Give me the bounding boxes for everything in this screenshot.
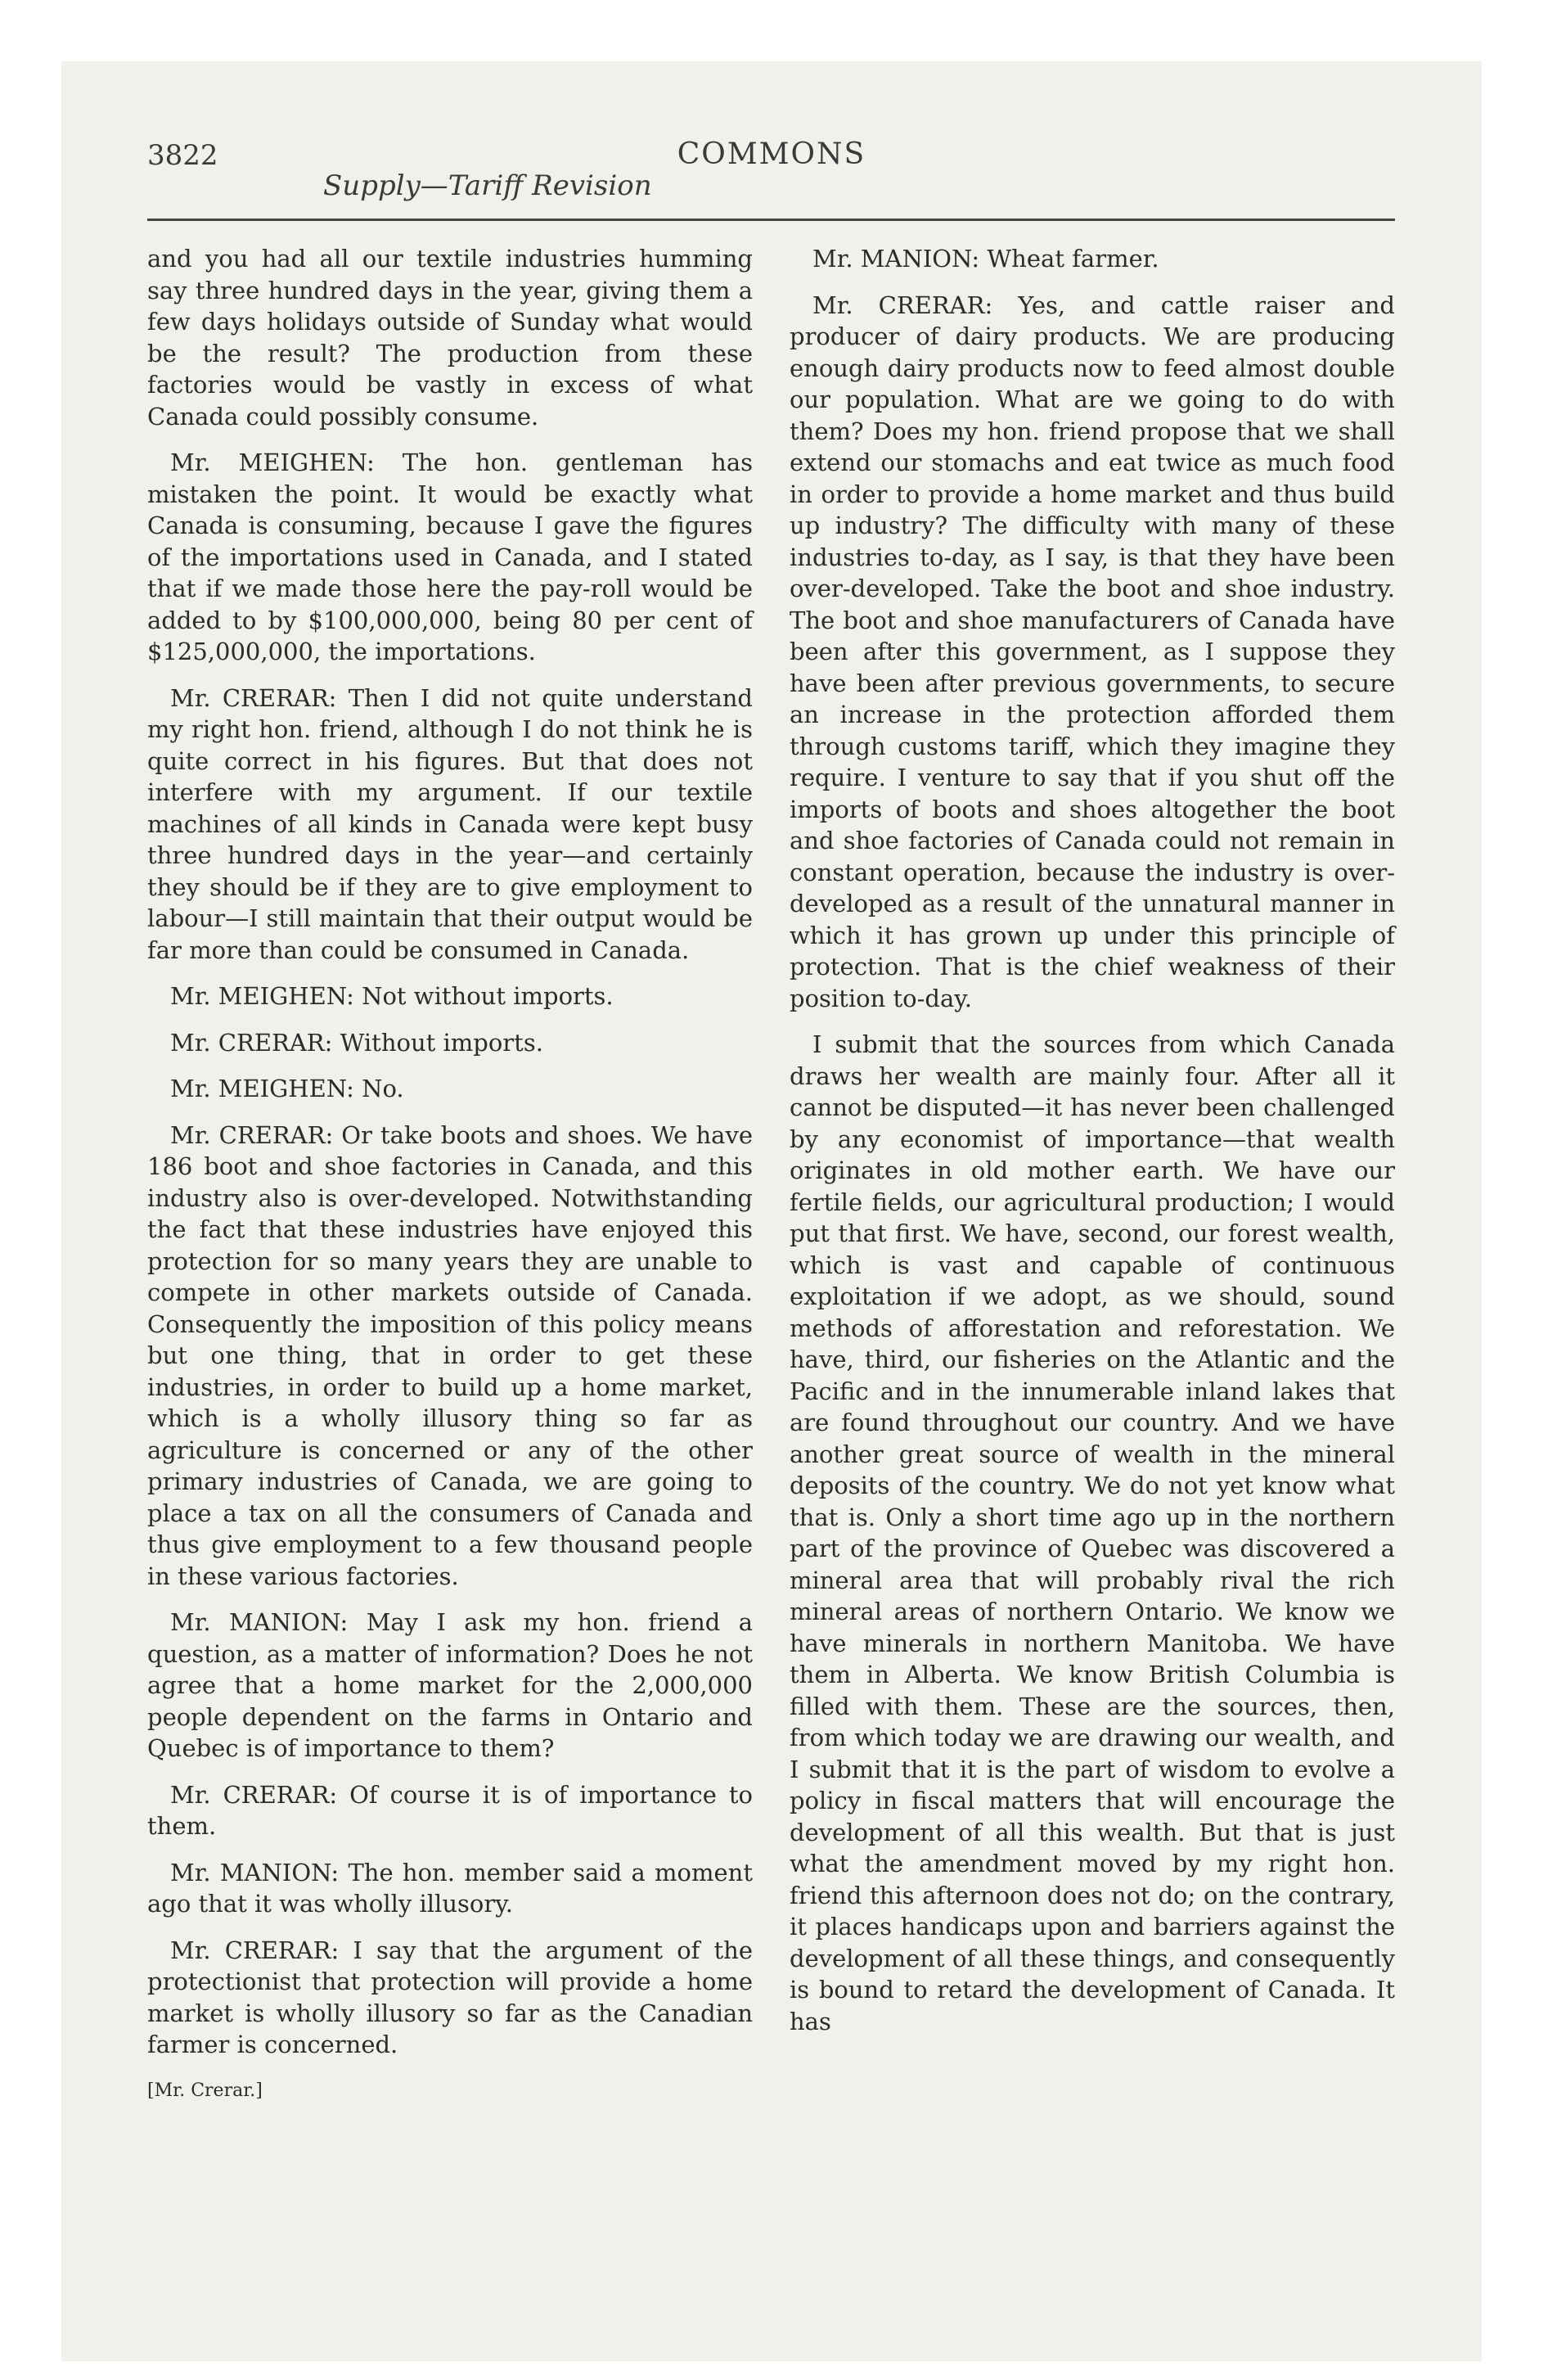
- paragraph: I submit that the sources from which Canada draws her wealth are mainly four. After all it cannot be disputed—it has never been challenged by any economist of importance—that wealth originates in old mother earth. We have our fertile fields, our agricultural production; I would put that first. We have, second, our forest wealth, which is vast and capable of continuous exploitation if we adopt, as we should, sound methods of afforestation and reforestation. We have, third, our fisheries on the Atlantic and the Pacific and in the innumerable inland lakes that are found throughout our country. And we have another great source of wealth in the mineral deposits of the country. We do not yet know what that is. Only a short time ago up in the northern part of the province of Quebec was discovered a mineral area that will probably rival the rich mineral areas of northern Ontario. We know we have minerals in northern Manitoba. We have them in Alberta. We know British Columbia is filled with them. These are the sources, then, from which today we are drawing our wealth, and I submit that it is the part of wisdom to evolve a policy in fiscal matters that will encourage the development of all this wealth. But that is just what the amendment moved by my right hon. friend this afternoon does not do; on the contrary, it places handicaps upon and barriers against the development of all these things, and consequently is bound to retard the development of Canada. It has: [790, 1030, 1395, 2035]
- left-column: [147, 243, 753, 2121]
- paragraph: Mr. MANION: May I ask my hon. friend a question, as a matter of information? Does he not agree that a home market for the 2,000,000 people dependent on the farms in Ontario and Quebec is of importance to them?: [147, 1608, 753, 1762]
- speaker-footnote: [Mr. Crerar.]: [147, 2080, 263, 2101]
- page-number: 3822: [147, 139, 218, 172]
- paragraph: and you had all our textile industries humming say three hundred days in the year, giving them a few days holidays outside of Sunday what would be the result? The production from these factories would be vastly in excess of what Canada could possibly consume.: [147, 245, 753, 430]
- page-title: COMMONS: [677, 137, 866, 171]
- paragraph: Mr. CRERAR: Of course it is of importance to them.: [147, 1780, 753, 1840]
- paragraph: Mr. MANION: Wheat farmer.: [812, 245, 1159, 273]
- header-rule: [147, 219, 1395, 221]
- paragraph: Mr. MEIGHEN: Not without imports.: [170, 982, 614, 1010]
- paragraph: Mr. CRERAR: Without imports.: [170, 1028, 543, 1057]
- paragraph: Mr. MANION: The hon. member said a moment ago that it was wholly illusory.: [147, 1858, 753, 1918]
- paragraph: Mr. CRERAR: Or take boots and shoes. We have 186 boot and shoe factories in Canada, and this industry also is over-developed. Notwithstanding the fact that these industries have enjoyed this protection for so many years they are unable to compete in other markets outside of Canada. Consequently the imposition of this policy means but one thing, that in order to get these industries, in order to build up a home market, which is a wholly illusory thing so far as agriculture is concerned or any of the other primary industries of Canada, we are going to place a tax on all the consumers of Canada and thus give employment to a few thousand people in these various factories.: [147, 1120, 753, 1590]
- right-column: [790, 243, 1395, 2052]
- paragraph: Mr. CRERAR: Yes, and cattle raiser and producer of dairy products. We are producing enough dairy products now to feed almost double our population. What are we going to do with them? Does my hon. friend propose that we shall extend our stomachs and eat twice as much food in order to provide a home market and thus build up industry? The difficulty with many of these industries to-day, as I say, is that they have been over-developed. Take the boot and shoe industry. The boot and shoe manufacturers of Canada have been after this government, as I suppose they have been after previous governments, to secure an increase in the protection afforded them through customs tariff, which they imagine they require. I venture to say that if you shut off the imports of boots and shoes altogether the boot and shoe factories of Canada could not remain in constant operation, because the industry is over-developed as a result of the unnatural manner in which it has grown up under this principle of protection. That is the chief weakness of their position to-day.: [790, 291, 1395, 1012]
- page: [61, 61, 1482, 2361]
- paragraph: Mr. MEIGHEN: No.: [170, 1075, 404, 1102]
- paragraph: Mr. CRERAR: Then I did not quite understand my right hon. friend, although I do not think he is quite correct in his figures. But that does not interfere with my argument. If our textile machines of all kinds in Canada were kept busy three hundred days in the year—and certainly they should be if they are to give employment to labour—I still maintain that their output would be far more than could be consumed in Canada.: [147, 683, 753, 964]
- paragraph: Mr. MEIGHEN: The hon. gentleman has mistaken the point. It would be exactly what Canada is consuming, because I gave the figures of the importations used in Canada, and I stated that if we made those here the pay-roll would be added to by $100,000,000, being 80 per cent of $125,000,000, the importations.: [147, 449, 753, 665]
- page-subtitle: Supply—Tariff Revision: [323, 169, 652, 202]
- paragraph: Mr. CRERAR: I say that the argument of the protectionist that protection will provide a home market is wholly illusory so far as the Canadian farmer is concerned.: [147, 1936, 753, 2058]
